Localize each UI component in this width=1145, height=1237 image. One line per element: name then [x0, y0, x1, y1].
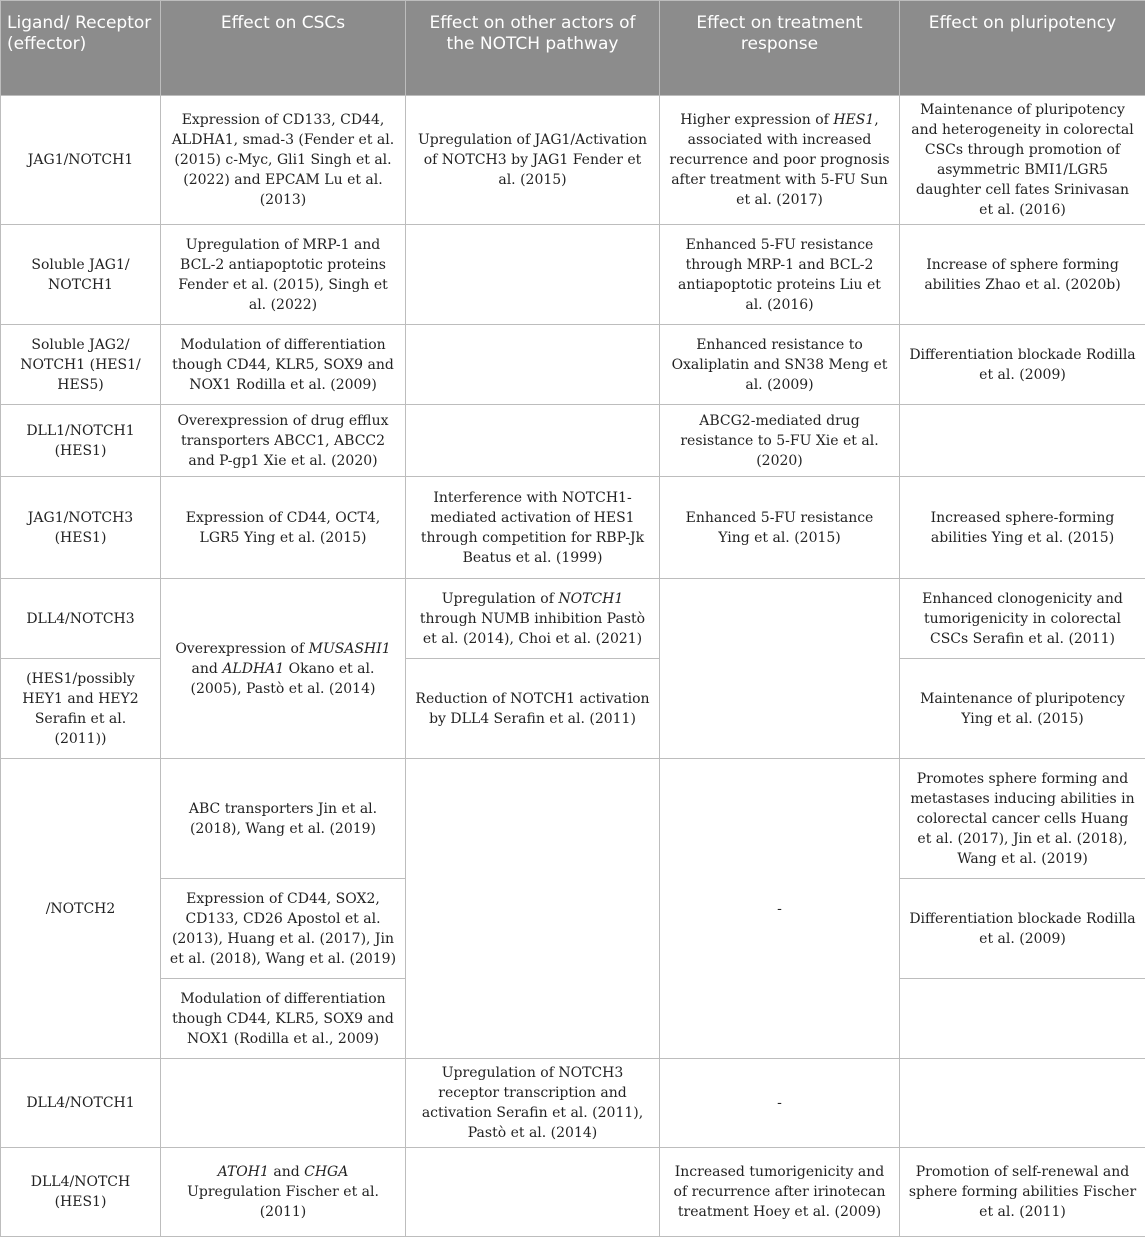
cell-treatment: Increased tumorigenicity and of recurrence after irinotecan treatment Hoey et al. (2009) [660, 1148, 900, 1237]
cell-cscs [161, 579, 406, 759]
text: Overexpression of [175, 641, 308, 657]
cell-ligand: /NOTCH2 [1, 759, 161, 1059]
cell-cscs: ABC transporters Jin et al. (2018), Wang et al. (2019) [161, 759, 406, 879]
cell-actors [406, 759, 660, 1059]
cell-ligand: DLL4/NOTCH1 [1, 1059, 161, 1148]
cell-pluripotency: Increased sphere-forming abilities Ying et al. (2015) [900, 477, 1145, 579]
cell-cscs: Modulation of differentiation though CD44, KLR5, SOX9 and NOX1 (Rodilla et al., 2009) [161, 979, 406, 1059]
header-effect-on-treatment: Effect on treatment response [660, 1, 900, 96]
cell-pluripotency [900, 979, 1145, 1059]
table-row [1, 759, 1145, 879]
text: and [192, 661, 223, 677]
cell-actors [406, 579, 660, 659]
text: , associated with increased recurrence and poor prognosis after treatment with 5-FU Sun et al. (2017) [669, 112, 889, 208]
cell-treatment: - [660, 759, 900, 1059]
text: Okano et al. (2005), Pastò et al. (2014) [191, 661, 376, 697]
gene-name: ATOH1 [218, 1164, 269, 1180]
text: Upregulation of [442, 591, 559, 607]
cell-ligand: DLL1/NOTCH1 (HES1) [1, 405, 161, 477]
cell-treatment: Enhanced 5-FU resistance Ying et al. (2015) [660, 477, 900, 579]
cell-ligand: DLL4/NOTCH3 [1, 579, 161, 659]
text: Upregulation Fischer et al. (2011) [187, 1184, 379, 1220]
table-row [1, 579, 1145, 659]
cell-pluripotency: Promotes sphere forming and metastases inducing abilities in colorectal cancer cells Huang et al. (2017), Jin et al. (2018), Wang et al. (2019) [900, 759, 1145, 879]
cell-actors [406, 225, 660, 325]
cell-treatment: Enhanced 5-FU resistance through MRP-1 and BCL-2 antiapoptotic proteins Liu et al. (2016) [660, 225, 900, 325]
table-row [1, 96, 1145, 225]
table-row [1, 405, 1145, 477]
gene-name: HES1 [833, 112, 874, 128]
table-row [1, 225, 1145, 325]
header-effect-on-pluripotency: Effect on pluripotency [900, 1, 1145, 96]
cell-cscs: Expression of CD44, SOX2, CD133, CD26 Apostol et al. (2013), Huang et al. (2017), Jin et al. (2018), Wang et al. (2019) [161, 879, 406, 979]
cell-actors: Interference with NOTCH1-mediated activation of HES1 through competition for RBP-Jk Beatus et al. (1999) [406, 477, 660, 579]
cell-ligand: Soluble JAG2/ NOTCH1 (HES1/ HES5) [1, 325, 161, 405]
cell-cscs: Expression of CD133, CD44, ALDHA1, smad-3 (Fender et al. (2015) c-Myc, Gli1 Singh et al. (2022) and EPCAM Lu et al. (2013) [161, 96, 406, 225]
cell-cscs [161, 1059, 406, 1148]
text: and [269, 1164, 304, 1180]
cell-cscs: Upregulation of MRP-1 and BCL-2 antiapoptotic proteins Fender et al. (2015), Singh et al. (2022) [161, 225, 406, 325]
cell-cscs: Expression of CD44, OCT4, LGR5 Ying et al. (2015) [161, 477, 406, 579]
cell-actors: Upregulation of JAG1/Activation of NOTCH3 by JAG1 Fender et al. (2015) [406, 96, 660, 225]
cell-ligand: (HES1/possibly HEY1 and HEY2 Serafin et al. (2011)) [1, 659, 161, 759]
cell-treatment: Enhanced resistance to Oxaliplatin and SN38 Meng et al. (2009) [660, 325, 900, 405]
header-effect-on-cscs: Effect on CSCs [161, 1, 406, 96]
cell-cscs [161, 1148, 406, 1237]
cell-treatment [660, 579, 900, 759]
cell-treatment: ABCG2-mediated drug resistance to 5-FU Xie et al. (2020) [660, 405, 900, 477]
cell-ligand: Soluble JAG1/ NOTCH1 [1, 225, 161, 325]
cell-pluripotency: Differentiation blockade Rodilla et al. (2009) [900, 879, 1145, 979]
table-header-row [1, 1, 1145, 96]
cell-actors [406, 325, 660, 405]
table-row [1, 1148, 1145, 1237]
cell-treatment: - [660, 1059, 900, 1148]
cell-actors [406, 405, 660, 477]
gene-name: MUSASHI1 [309, 641, 391, 657]
cell-pluripotency: Enhanced clonogenicity and tumorigenicity in colorectal CSCs Serafin et al. (2011) [900, 579, 1145, 659]
cell-pluripotency [900, 405, 1145, 477]
cell-treatment [660, 96, 900, 225]
cell-actors: Reduction of NOTCH1 activation by DLL4 Serafin et al. (2011) [406, 659, 660, 759]
cell-cscs: Overexpression of drug efflux transporters ABCC1, ABCC2 and P-gp1 Xie et al. (2020) [161, 405, 406, 477]
cell-ligand: JAG1/NOTCH1 [1, 96, 161, 225]
cell-pluripotency [900, 1059, 1145, 1148]
cell-cscs: Modulation of differentiation though CD44, KLR5, SOX9 and NOX1 Rodilla et al. (2009) [161, 325, 406, 405]
cell-actors: Upregulation of NOTCH3 receptor transcription and activation Serafin et al. (2011), Pastò et al. (2014) [406, 1059, 660, 1148]
cell-actors [406, 1148, 660, 1237]
cell-ligand: JAG1/NOTCH3 (HES1) [1, 477, 161, 579]
text: through NUMB inhibition Pastò et al. (2014), Choi et al. (2021) [420, 611, 645, 647]
cell-pluripotency: Differentiation blockade Rodilla et al. (2009) [900, 325, 1145, 405]
gene-name: ALDHA1 [222, 661, 284, 677]
cell-ligand: DLL4/NOTCH (HES1) [1, 1148, 161, 1237]
table-row [1, 477, 1145, 579]
cell-pluripotency: Promotion of self-renewal and sphere forming abilities Fischer et al. (2011) [900, 1148, 1145, 1237]
table-row [1, 1059, 1145, 1148]
cell-pluripotency: Maintenance of pluripotency and heterogeneity in colorectal CSCs through promotion of asymmetric BMI1/LGR5 daughter cell fates Srinivasan et al. (2016) [900, 96, 1145, 225]
text: Higher expression of [680, 112, 833, 128]
gene-name: CHGA [304, 1164, 348, 1180]
header-ligand-receptor: Ligand/ Receptor (effector) [1, 1, 161, 96]
cell-pluripotency: Increase of sphere forming abilities Zhao et al. (2020b) [900, 225, 1145, 325]
gene-name: NOTCH1 [558, 591, 623, 607]
cell-pluripotency: Maintenance of pluripotency Ying et al. (2015) [900, 659, 1145, 759]
header-effect-on-other-actors: Effect on other actors of the NOTCH pathway [406, 1, 660, 96]
table-row [1, 325, 1145, 405]
